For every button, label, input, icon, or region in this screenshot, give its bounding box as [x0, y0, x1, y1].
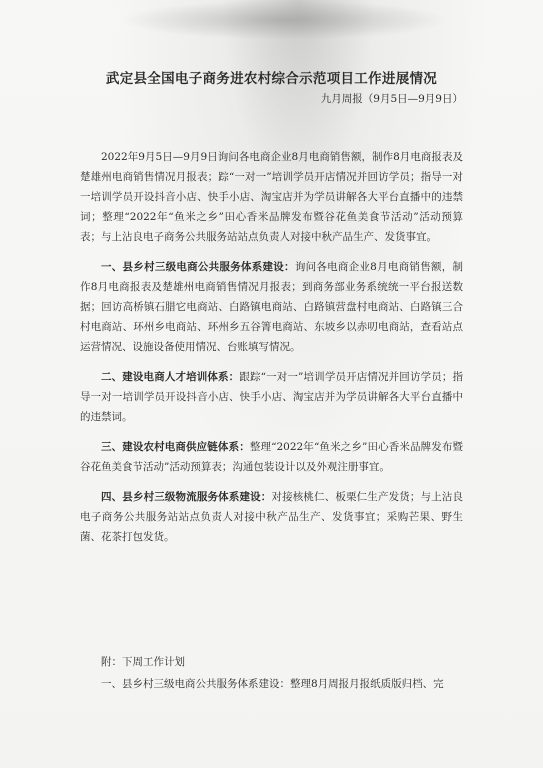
scan-shadow	[120, 0, 450, 40]
section-1-paragraph	[80, 257, 463, 357]
document-title: 武定县全国电子商务进农村综合示范项目工作进展情况	[105, 71, 438, 87]
spacer	[80, 477, 463, 487]
intro-paragraph: 2022年9月5日—9月9日询问各电商企业8月电商销售额，制作8月电商报表及楚雄州电商销售情况月报表；踪“一对一”培训学员开店情况并回访学员；指导一对一培训学员开设抖音小店、快手小店、淘宝店并为学员讲解各大平台直播中的违禁词；整理“2022年“鱼米之乡”田心香米品牌发布暨谷花鱼美食节活动”活动预算表；与上沾良电子商务公共服务站站点负责人对接中秋产品生产、发货事宜。	[80, 151, 463, 243]
section-4-body: 对接核桃仁、板栗仁生产发货；与上沾良电子商务公共服务站站点负责人对接中秋产品生产、发货事宜；采购芒果、野生菌、花茶打包发货。	[80, 491, 464, 543]
spacer	[80, 357, 463, 367]
section-1-heading: 一、县乡村三级电商公共服务体系建设：	[101, 261, 295, 273]
spacer	[80, 107, 463, 147]
section-3-body: 整理“2022年“鱼米之乡”田心香米品牌发布暨谷花鱼美食节活动”活动预算表；沟通包装设计以及外观注册事宜。	[80, 441, 463, 473]
section-1-body: 询问各电商企业8月电商销售额，制作8月电商报表及楚雄州电商销售情况月报表；到商务部业务系统统一平台报送数据；回访高桥镇石腊它电商站、白路镇电商站、白路镇营盘村电商站、白路镇三合村电商站、环州乡电商站、环州乡五谷箐电商站、东坡乡以赤叨电商站，查看站点运营情况、设施设备使用情况、台账填写情况。	[80, 261, 463, 353]
appendix	[80, 652, 470, 694]
spacer	[80, 247, 463, 257]
document-body	[80, 70, 463, 547]
appendix-first-line: 一、县乡村三级电商公共服务体系建设：整理8月周报月报纸质版归档、完	[101, 678, 444, 690]
appendix-title: 附：下周工作计划	[101, 656, 185, 668]
section-3-paragraph	[80, 437, 463, 477]
document-subtitle: 九月周报（9月5日—9月9日）	[320, 93, 463, 105]
section-2-heading: 二、建设电商人才培训体系：	[101, 371, 240, 383]
spacer	[80, 427, 463, 437]
section-3-heading: 三、建设农村电商供应链体系：	[101, 441, 250, 453]
section-2-body: 跟踪“一对一”培训学员开店情况并回访学员；指导一对一培训学员开设抖音小店、快手小店、淘宝店并为学员讲解各大平台直播中的违禁词。	[80, 371, 463, 423]
section-2-paragraph	[80, 367, 463, 427]
section-4-paragraph	[80, 487, 463, 547]
section-4-heading: 四、县乡村三级物流服务体系建设：	[101, 491, 272, 503]
